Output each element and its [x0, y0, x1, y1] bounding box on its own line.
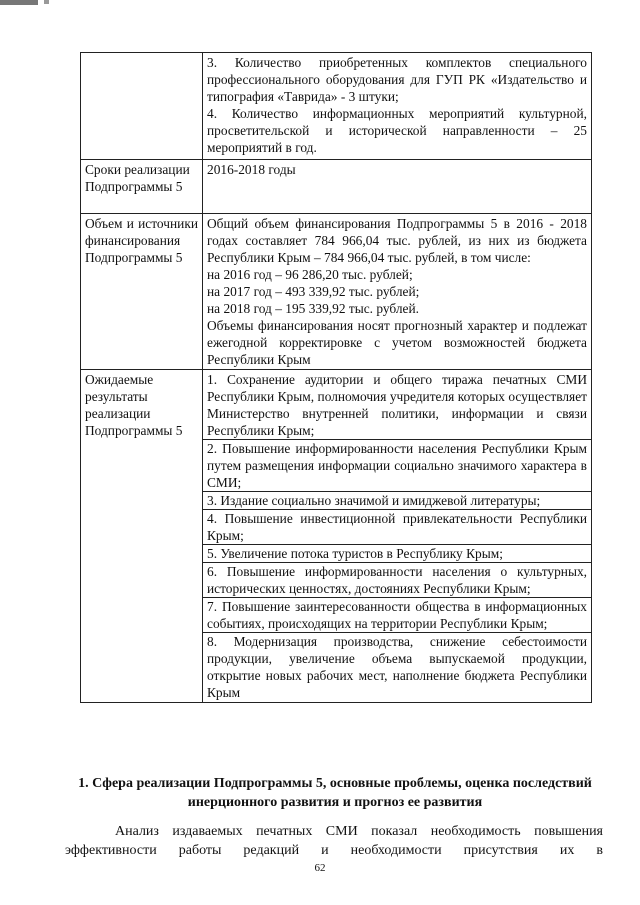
targets-cell: [203, 53, 592, 160]
list-item: 6. Повышение информированности населения о культурных, исторических ценностях, достояниях Республики Крым;: [203, 562, 591, 597]
list-item: 7. Повышение заинтересованности общества в информационных событиях, происходящих на территории Республики Крым;: [203, 597, 591, 632]
list-item: 2. Повышение информированности населения Республики Крым путем размещения информации социально значимого характера в СМИ;: [203, 439, 591, 491]
page-number: 62: [314, 862, 326, 874]
list-item: 3. Количество приобретенных комплектов специального профессионального оборудования для ГУП РК «Издательство и типография «Таврида» - 3 штуки;: [207, 55, 587, 104]
finance-cell: [203, 214, 592, 370]
results-cell: [203, 370, 592, 703]
row-label-targets: [81, 53, 203, 160]
list-item: 1. Сохранение аудитории и общего тиража печатных СМИ Республики Крым, полномочия учредителя которых осуществляет Министерство внутренней политики, информации и связи Республики Крым;: [207, 372, 587, 438]
body-paragraph: Анализ издаваемых печатных СМИ показал необходимость повышения эффективности работы редакций и необходимости присутствия их в: [65, 824, 603, 858]
row-label-results: Ожидаемые результаты реализации Подпрограммы 5: [81, 370, 203, 703]
row-label-terms: Сроки реализации Подпрограммы 5: [81, 160, 203, 214]
subprogram-passport-table: [80, 52, 592, 703]
section-title: 1. Сфера реализации Подпрограммы 5, основные проблемы, оценка последствий инерционного развития и прогноз ее развития: [78, 776, 592, 810]
table-row-finance: [81, 214, 592, 370]
table-row-terms: [81, 160, 592, 214]
list-item: 4. Количество информационных мероприятий культурной, просветительской и исторической направленности – 25 мероприятий в год.: [207, 106, 587, 155]
terms-value: 2016-2018 годы: [207, 162, 296, 177]
row-label-finance: Объем и источники финансирования Подпрограммы 5: [81, 214, 203, 370]
scan-artifact: [0, 0, 38, 5]
terms-cell: [203, 160, 592, 214]
finance-year-2017: на 2017 год – 493 339,92 тыс. рублей;: [207, 284, 420, 299]
table-row-results: [81, 370, 592, 703]
finance-year-2016: на 2016 год – 96 286,20 тыс. рублей;: [207, 267, 413, 282]
table-row-targets: [81, 53, 592, 160]
list-item: 5. Увеличение потока туристов в Республику Крым;: [203, 544, 591, 562]
finance-note: Объемы финансирования носят прогнозный характер и подлежат ежегодной корректировке с учетом возможностей бюджета Республики Крым: [207, 318, 587, 367]
list-item: 4. Повышение инвестиционной привлекательности Республики Крым;: [203, 509, 591, 544]
finance-year-2018: на 2018 год – 195 339,92 тыс. рублей.: [207, 301, 420, 316]
list-item: 3. Издание социально значимой и имиджевой литературы;: [203, 491, 591, 509]
finance-intro: Общий объем финансирования Подпрограммы 5 в 2016 - 2018 годах составляет 784 966,04 тыс. рублей, из них из бюджета Республики Крым – 784 966,04 тыс. рублей, в том числе:: [207, 216, 587, 265]
list-item: 8. Модернизация производства, снижение себестоимости продукции, увеличение объема выпускаемой продукции, открытие новых рабочих мест, наполнение бюджета Республики Крым: [203, 632, 591, 701]
scan-artifact-dot: [44, 0, 49, 4]
